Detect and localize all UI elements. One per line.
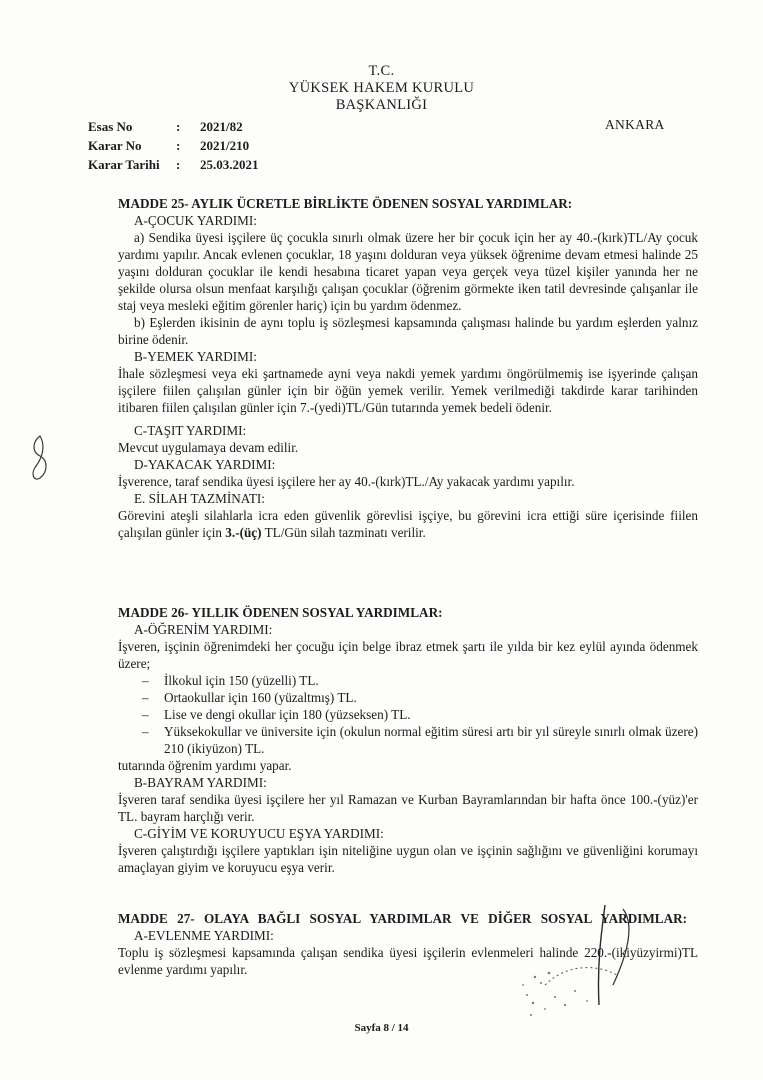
page-number: Sayfa 8 / 14 bbox=[354, 1022, 409, 1034]
meta-row-tarih bbox=[88, 155, 259, 174]
article-25-title: MADDE 25- AYLIK ÜCRETLE BİRLİKTE ÖDENEN SOSYAL YARDIMLAR: bbox=[118, 196, 573, 211]
header-presidency: BAŞKANLIĞI bbox=[335, 97, 428, 113]
paragraph: İşverence, taraf sendika üyesi işçilere her ay 40.-(kırk)TL./Ay yakacak yardımı yapılır. bbox=[118, 474, 575, 489]
section-heading: C-TAŞIT YARDIMI: bbox=[134, 423, 247, 438]
list-item: – Yüksekokullar ve üniversite için (okulun normal eğitim süresi artı bir yıl süreyle sınırlı olmak üzere) 210 (ikiyüzon) TL. bbox=[142, 724, 698, 756]
text-run: Görevini ateşli silahlarla icra eden güvenlik görevlisi işçiye, bu görevini icra ettiği süre içerisinde fiilen çalışılan günler için bbox=[118, 508, 698, 540]
meta-value: 2021/210 bbox=[200, 138, 250, 153]
paragraph: İşveren çalıştırdığı işçilere yaptıkları işin niteliğine uygun olan ve işçinin sağlığını ve güvenliğini korumayı amaçlayan giyim ve koruyucu eşya verir. bbox=[118, 843, 698, 875]
tuition-list bbox=[118, 672, 698, 757]
meta-sep: : bbox=[176, 138, 181, 153]
paragraph: a) Sendika üyesi işçilere üç çocukla sınırlı olmak üzere her bir çocuk için her ay 40.-(kırk)TL/Ay çocuk yardımı yapılır. Ancak evlenen çocuklar, 18 yaşını dolduran veya yüksek öğrenime devam etmesi halinde 25 yaşını dolduran çocuklar ile kendi hesabına ticaret yapan veya gerçek veya tüzel kişiler yanında her ne şekilde olursa olsun menfaat karşılığı çalışan çocuklar (öğrenim görmekte iken tatil devresinde çalışanlar ile staj veya mesleki eğitim görenler hariç) için bu yardım ödenmez. bbox=[118, 230, 698, 313]
list-item-text: Ortaokullar için 160 (yüzaltmış) TL. bbox=[164, 690, 357, 705]
section-heading: C-GİYİM VE KORUYUCU EŞYA YARDIMI: bbox=[134, 826, 384, 841]
meta-row-esas bbox=[88, 117, 259, 136]
paragraph: Mevcut uygulamaya devam edilir. bbox=[118, 440, 299, 455]
section-heading: A-ÖĞRENİM YARDIMI: bbox=[134, 622, 273, 637]
paragraph: tutarında öğrenim yardımı yapar. bbox=[118, 758, 292, 773]
text-run-bold: 3.-(üç) bbox=[225, 525, 262, 540]
article-27-title: MADDE 27- OLAYA BAĞLI SOSYAL YARDIMLAR VE DİĞER SOSYAL YARDIMLAR: bbox=[118, 911, 688, 926]
section-heading: E. SİLAH TAZMİNATI: bbox=[134, 491, 265, 506]
paragraph: İhale sözleşmesi veya eki şartnamede ayni veya nakdi yemek yardımı öngörülmemiş ise işyerinde çalışan işçilere fiilen çalışılan günler için bir öğün yemek verilir. Yemek verilmediği takdirde karar tarihinden itibaren fiilen çalışılan günler için 7.-(yedi)TL/Gün tutarında yemek bedeli ödenir. bbox=[118, 366, 698, 415]
list-item-text: Yüksekokullar ve üniversite için (okulun normal eğitim süresi artı bir yıl süreyle sınırlı olmak üzere) 210 (ikiyüzon) TL. bbox=[164, 724, 698, 756]
list-item-text: İlkokul için 150 (yüzelli) TL. bbox=[164, 673, 319, 688]
meta-key: Karar No bbox=[88, 138, 142, 153]
meta-sep: : bbox=[176, 119, 181, 134]
paragraph bbox=[118, 507, 698, 541]
list-item-text: Lise ve dengi okullar için 180 (yüzseksen) TL. bbox=[164, 707, 411, 722]
meta-value: 25.03.2021 bbox=[200, 157, 259, 172]
section-heading: D-YAKACAK YARDIMI: bbox=[134, 457, 276, 472]
list-item: – İlkokul için 150 (yüzelli) TL. bbox=[142, 673, 319, 688]
paragraph: b) Eşlerden ikisinin de aynı toplu iş sözleşmesi kapsamında çalışması halinde bu yardım eşlerden yalnız birine ödenir. bbox=[118, 315, 698, 347]
meta-key: Esas No bbox=[88, 119, 133, 134]
case-metadata bbox=[88, 117, 259, 174]
official-stamp-icon bbox=[505, 905, 665, 1025]
paragraph: İşveren taraf sendika üyesi işçilere her yıl Ramazan ve Kurban Bayramlarından bir hafta önce 100.-(yüz)'er TL. bayram harçlığı verir. bbox=[118, 792, 698, 824]
city-label: ANKARA bbox=[605, 117, 665, 132]
section-heading: A-ÇOCUK YARDIMI: bbox=[134, 213, 257, 228]
article-25 bbox=[118, 195, 698, 541]
paragraph: Toplu iş sözleşmesi kapsamında çalışan sendika üyesi işçilerin evlenmeleri halinde 220.-(ikiyüzyirmi)TL evlenme yardımı yapılır. bbox=[118, 945, 698, 977]
section-heading: A-EVLENME YARDIMI: bbox=[134, 928, 274, 943]
meta-key: Karar Tarihi bbox=[88, 157, 160, 172]
section-heading: B-BAYRAM YARDIMI: bbox=[134, 775, 267, 790]
list-item: – Ortaokullar için 160 (yüzaltmış) TL. bbox=[142, 690, 357, 705]
header-tc: T.C. bbox=[368, 63, 395, 79]
article-26-title: MADDE 26- YILLIK ÖDENEN SOSYAL YARDIMLAR: bbox=[118, 605, 443, 620]
meta-row-karar bbox=[88, 136, 259, 155]
section-heading: B-YEMEK YARDIMI: bbox=[134, 349, 257, 364]
handwritten-initial-icon bbox=[26, 432, 54, 482]
header-institution: YÜKSEK HAKEM KURULU bbox=[288, 80, 475, 96]
meta-sep: : bbox=[176, 157, 181, 172]
article-26 bbox=[118, 604, 698, 876]
meta-value: 2021/82 bbox=[200, 119, 243, 134]
paragraph: İşveren, işçinin öğrenimdeki her çocuğu için belge ibraz etmek şartı ile yılda bir kez eylül ayında ödenmek üzere; bbox=[118, 639, 698, 671]
text-run: TL/Gün silah tazminatı verilir. bbox=[261, 525, 426, 540]
list-item: – Lise ve dengi okullar için 180 (yüzseksen) TL. bbox=[142, 707, 411, 722]
